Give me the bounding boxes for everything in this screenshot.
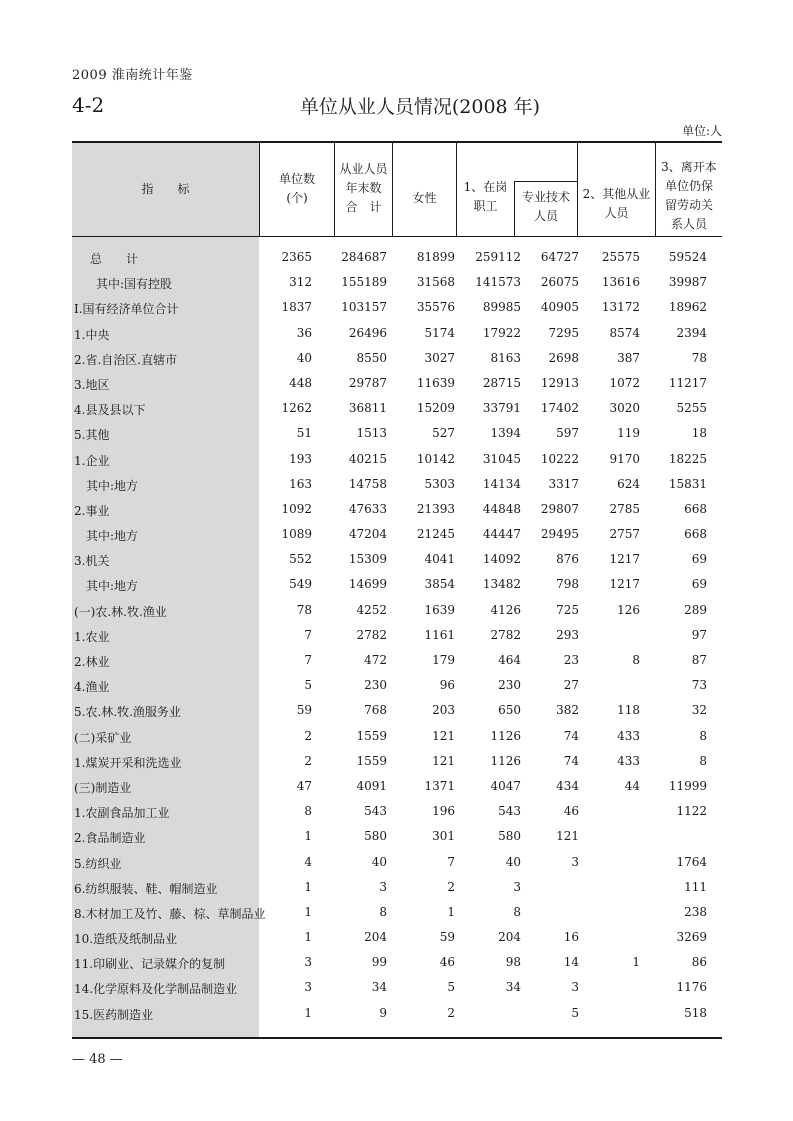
row-label: (一)农.林.牧.渔业: [74, 604, 167, 619]
row-value: 1: [632, 955, 640, 970]
row-value: 121: [432, 753, 455, 768]
row-value: 27: [563, 678, 579, 693]
row-value: 121: [556, 829, 579, 844]
row-value: 387: [617, 350, 640, 365]
table-row: [72, 751, 722, 776]
row-label: 4.渔业: [74, 680, 110, 695]
row-label: 2.事业: [74, 503, 110, 518]
row-value: 312: [289, 275, 312, 290]
row-value: 1161: [424, 627, 455, 642]
table-bottom-rule: [72, 1037, 722, 1039]
row-label: 5.其他: [74, 428, 110, 443]
row-value: 73: [691, 678, 707, 693]
table-row: [72, 977, 722, 1002]
row-value: 29787: [348, 375, 387, 390]
row-value: 47: [296, 778, 312, 793]
table-row: [72, 600, 722, 625]
row-value: 78: [296, 602, 312, 617]
row-value: 29495: [540, 527, 579, 542]
row-value: 1394: [490, 426, 521, 441]
row-value: 1: [304, 829, 312, 844]
row-value: 126: [617, 602, 640, 617]
table-number: 4-2: [72, 93, 105, 117]
row-value: 17922: [482, 325, 521, 340]
row-value: 11639: [416, 375, 455, 390]
row-label: 1.煤炭开采和洗选业: [74, 755, 182, 770]
header-other: 2、其他从业 人员: [582, 187, 651, 220]
row-label: 其中:地方: [86, 529, 139, 544]
row-value: 31045: [482, 451, 521, 466]
header-professional: 专业技术 人员: [521, 190, 570, 223]
header-retained: 3、离开本 单位仍保 留劳动关 系人员: [661, 160, 717, 231]
row-value: 433: [617, 728, 640, 743]
row-value: 14092: [482, 552, 521, 567]
row-value: 2: [447, 1005, 455, 1020]
row-value: 119: [617, 426, 640, 441]
row-value: 876: [556, 552, 579, 567]
row-value: 87: [691, 653, 707, 667]
table-row: [72, 474, 722, 499]
row-value: 549: [289, 577, 312, 592]
row-value: 1764: [676, 854, 707, 869]
table-row: [72, 726, 722, 751]
header-employees-total: 从业人员 年末数 合 计: [339, 162, 388, 214]
table-row: [72, 650, 722, 675]
row-label: 1.农副食品加工业: [74, 806, 170, 821]
row-label: 14.化学原料及化学制品制造业: [74, 982, 238, 997]
row-value: 4252: [356, 602, 387, 617]
table-row: [72, 852, 722, 877]
row-value: 543: [498, 804, 521, 819]
running-head: 2009 淮南统计年鉴: [72, 68, 193, 83]
row-label: 5.纺织业: [74, 856, 122, 871]
row-label: 6.纺织服装、鞋、帽制造业: [74, 881, 218, 896]
row-value: 15209: [416, 401, 455, 416]
row-value: 293: [556, 627, 579, 642]
row-value: 33791: [482, 401, 521, 416]
row-value: 2757: [609, 527, 640, 542]
header-female: 女性: [412, 191, 437, 205]
row-label: 2.林业: [74, 655, 110, 669]
header-indicator: 指 标: [141, 182, 190, 196]
table-row: [72, 952, 722, 977]
row-value: 527: [432, 426, 455, 441]
row-value: 7: [447, 854, 455, 869]
row-label: 8.木材加工及竹、藤、棕、草制品业: [74, 906, 266, 921]
row-value: 5: [571, 1005, 579, 1020]
row-value: 238: [684, 904, 707, 919]
row-value: 59524: [668, 250, 707, 264]
row-value: 1: [304, 930, 312, 945]
row-value: 59: [439, 930, 455, 945]
row-value: 163: [289, 476, 312, 491]
row-value: 46: [439, 955, 455, 970]
row-value: 8: [513, 904, 521, 919]
row-value: 7295: [548, 325, 579, 340]
row-value: 26075: [540, 275, 579, 290]
row-label: 10.造纸及纸制品业: [74, 932, 178, 947]
row-value: 382: [556, 703, 579, 718]
row-value: 14758: [348, 476, 387, 491]
table-row: [72, 776, 722, 801]
row-value: 35576: [416, 300, 455, 315]
row-value: 14: [563, 955, 579, 970]
row-value: 1176: [676, 980, 707, 995]
row-value: 1559: [356, 728, 387, 743]
row-value: 472: [364, 653, 387, 667]
row-value: 111: [684, 879, 707, 894]
row-value: 11217: [668, 375, 707, 390]
row-value: 580: [364, 829, 387, 844]
row-label: 15.医药制造业: [74, 1007, 154, 1022]
table-row: [72, 902, 722, 927]
row-value: 13616: [601, 275, 640, 290]
row-value: 81899: [416, 250, 455, 264]
row-value: 59: [296, 703, 312, 718]
row-value: 3854: [424, 577, 455, 592]
row-value: 13482: [482, 577, 521, 592]
row-value: 3: [513, 879, 521, 894]
row-value: 46: [563, 804, 579, 819]
row-value: 40: [371, 854, 387, 869]
row-value: 3: [571, 854, 579, 869]
row-value: 1092: [281, 501, 312, 516]
row-value: 12913: [540, 375, 579, 390]
row-label: 2.食品制造业: [74, 831, 146, 846]
row-value: 47633: [348, 501, 387, 516]
row-value: 69: [691, 552, 707, 567]
row-value: 3317: [548, 476, 579, 491]
row-label: 4.县及县以下: [74, 403, 146, 418]
row-value: 301: [432, 829, 455, 844]
row-value: 284687: [341, 250, 387, 264]
row-label: 2.省.自治区.直辖市: [74, 352, 178, 367]
row-value: 1639: [424, 602, 455, 617]
row-value: 1126: [490, 753, 521, 768]
row-value: 3020: [609, 401, 640, 416]
row-value: 1217: [609, 552, 640, 567]
row-value: 3: [304, 980, 312, 995]
row-value: 18: [691, 426, 707, 441]
row-label: 其中:地方: [86, 579, 139, 594]
row-label: (三)制造业: [74, 780, 132, 795]
unit-note: 单位:人: [681, 124, 722, 138]
table-top-rule: [72, 141, 722, 143]
table-row: [72, 675, 722, 700]
header-on-post: 1、在岗 职工: [463, 180, 508, 213]
row-value: 2: [304, 753, 312, 768]
table-row: [72, 700, 722, 725]
table-row: [72, 826, 722, 851]
row-value: 64727: [540, 250, 579, 264]
row-value: 5303: [424, 476, 455, 491]
row-value: 9170: [609, 451, 640, 466]
row-value: 25575: [601, 250, 640, 264]
row-value: 8163: [490, 350, 521, 365]
row-value: 36: [296, 325, 312, 340]
row-value: 4126: [490, 602, 521, 617]
row-value: 36811: [348, 401, 387, 416]
row-value: 448: [289, 375, 312, 390]
row-value: 3: [571, 980, 579, 995]
row-value: 179: [432, 653, 455, 667]
row-value: 1089: [281, 527, 312, 542]
row-value: 69: [691, 577, 707, 592]
row-value: 204: [364, 930, 387, 945]
row-value: 21393: [416, 501, 455, 516]
row-value: 32: [691, 703, 707, 718]
row-value: 10142: [416, 451, 455, 466]
row-value: 2: [304, 728, 312, 743]
row-value: 2785: [609, 501, 640, 516]
row-value: 103157: [341, 300, 387, 315]
row-value: 28715: [482, 375, 521, 390]
row-value: 34: [505, 980, 521, 995]
row-value: 8550: [356, 350, 387, 365]
row-value: 8: [304, 804, 312, 819]
row-value: 2782: [490, 627, 521, 642]
row-value: 18962: [668, 300, 707, 315]
table-row: [72, 323, 722, 348]
table-row: [72, 247, 722, 272]
row-value: 2365: [281, 250, 312, 264]
row-value: 193: [289, 451, 312, 466]
row-value: 464: [498, 653, 521, 667]
row-value: 203: [432, 703, 455, 718]
row-value: 31568: [416, 275, 455, 290]
row-label: 其中:地方: [86, 478, 139, 493]
row-value: 650: [498, 703, 521, 718]
table-row: [72, 549, 722, 574]
row-value: 5174: [424, 325, 455, 340]
row-value: 8: [632, 653, 640, 667]
table-row: [72, 524, 722, 549]
row-label: 11.印刷业、记录媒介的复制: [74, 957, 226, 972]
row-label: 其中:国有控股: [96, 277, 173, 292]
row-value: 89985: [482, 300, 521, 315]
row-value: 768: [364, 703, 387, 718]
row-value: 1122: [676, 804, 707, 819]
row-value: 97: [691, 627, 707, 642]
row-value: 1837: [281, 300, 312, 315]
row-value: 3: [304, 955, 312, 970]
row-value: 96: [439, 678, 455, 693]
row-value: 725: [556, 602, 579, 617]
row-value: 2: [447, 879, 455, 894]
row-label: (二)采矿业: [74, 730, 132, 745]
row-value: 580: [498, 829, 521, 844]
row-value: 204: [498, 930, 521, 945]
table-body: [72, 247, 722, 1028]
row-value: 8574: [609, 325, 640, 340]
row-value: 798: [556, 577, 579, 592]
row-value: 40905: [540, 300, 579, 315]
row-value: 4: [304, 854, 312, 869]
row-value: 8: [379, 904, 387, 919]
table-row: [72, 348, 722, 373]
row-value: 34: [371, 980, 387, 995]
row-value: 2698: [548, 350, 579, 365]
row-value: 47204: [348, 527, 387, 542]
row-value: 121: [432, 728, 455, 743]
row-value: 10222: [540, 451, 579, 466]
table-row: [72, 373, 722, 398]
row-value: 434: [556, 778, 579, 793]
row-label: 3.地区: [74, 377, 110, 392]
table-row: [72, 574, 722, 599]
page-number: — 48 —: [72, 1052, 123, 1067]
row-value: 17402: [540, 401, 579, 416]
row-value: 4041: [424, 552, 455, 567]
row-value: 44447: [482, 527, 521, 542]
row-value: 3269: [676, 930, 707, 945]
row-value: 15831: [668, 476, 707, 491]
row-value: 7: [304, 653, 312, 667]
row-value: 2394: [676, 325, 707, 340]
row-value: 39987: [668, 275, 707, 290]
row-value: 99: [371, 955, 387, 970]
row-value: 8: [699, 728, 707, 743]
row-value: 44848: [482, 501, 521, 516]
row-value: 3: [379, 879, 387, 894]
row-value: 118: [617, 703, 640, 718]
header-units-count: 单位数 (个): [278, 172, 315, 205]
table-row: [72, 877, 722, 902]
table-header-rule: [72, 236, 722, 237]
row-value: 23: [563, 653, 579, 667]
row-value: 13172: [601, 300, 640, 315]
table-row: [72, 625, 722, 650]
row-value: 2782: [356, 627, 387, 642]
row-value: 230: [364, 678, 387, 693]
row-value: 74: [563, 728, 579, 743]
row-value: 668: [684, 501, 707, 516]
row-value: 1: [304, 879, 312, 894]
row-value: 196: [432, 804, 455, 819]
row-label: I.国有经济单位合计: [74, 302, 179, 317]
row-value: 21245: [416, 527, 455, 542]
table-row: [72, 423, 722, 448]
row-value: 1072: [609, 375, 640, 390]
row-value: 8: [699, 753, 707, 768]
row-value: 74: [563, 753, 579, 768]
row-value: 597: [556, 426, 579, 441]
row-value: 5: [447, 980, 455, 995]
row-value: 230: [498, 678, 521, 693]
row-value: 11999: [668, 778, 707, 793]
table-row: [72, 801, 722, 826]
row-value: 29807: [540, 501, 579, 516]
row-value: 98: [505, 955, 521, 970]
row-value: 5255: [676, 401, 707, 416]
row-value: 552: [289, 552, 312, 567]
table-row: [72, 1003, 722, 1028]
row-value: 433: [617, 753, 640, 768]
row-value: 1371: [424, 778, 455, 793]
table-row: [72, 272, 722, 297]
row-label: 5.农.林.牧.渔服务业: [74, 705, 181, 720]
row-value: 624: [617, 476, 640, 491]
row-value: 16: [563, 930, 579, 945]
row-value: 40: [296, 350, 312, 365]
row-value: 155189: [341, 275, 387, 290]
row-value: 14134: [482, 476, 521, 491]
row-value: 668: [684, 527, 707, 542]
row-value: 7: [304, 627, 312, 642]
row-value: 518: [684, 1005, 707, 1020]
row-value: 40: [505, 854, 521, 869]
table-row: [72, 297, 722, 322]
row-value: 543: [364, 804, 387, 819]
row-value: 1513: [356, 426, 387, 441]
row-value: 1262: [281, 401, 312, 416]
row-value: 1: [447, 904, 455, 919]
row-value: 1: [304, 904, 312, 919]
row-value: 4091: [356, 778, 387, 793]
table-row: [72, 398, 722, 423]
row-value: 141573: [475, 275, 521, 290]
row-value: 9: [379, 1005, 387, 1020]
row-value: 1559: [356, 753, 387, 768]
table-title: 单位从业人员情况(2008 年): [299, 96, 541, 118]
table-row: [72, 449, 722, 474]
row-value: 86: [691, 955, 707, 970]
row-value: 40215: [348, 451, 387, 466]
row-label: 1.农业: [74, 629, 110, 644]
table-row: [72, 927, 722, 952]
table-row: [72, 499, 722, 524]
row-value: 14699: [348, 577, 387, 592]
row-value: 259112: [475, 250, 521, 264]
row-value: 4047: [490, 778, 521, 793]
row-value: 3027: [424, 350, 455, 365]
row-value: 78: [691, 350, 707, 365]
row-value: 51: [296, 426, 312, 441]
row-label: 3.机关: [74, 554, 110, 569]
row-value: 1217: [609, 577, 640, 592]
row-value: 18225: [668, 451, 707, 466]
header-sub-rule: [514, 181, 577, 182]
row-value: 289: [684, 602, 707, 617]
row-value: 44: [624, 778, 640, 793]
row-value: 15309: [348, 552, 387, 567]
row-value: 1126: [490, 728, 521, 743]
row-value: 26496: [348, 325, 387, 340]
row-label: 1.企业: [74, 453, 110, 468]
row-label: 总计: [90, 252, 163, 266]
row-value: 1: [304, 1005, 312, 1020]
row-value: 5: [304, 678, 312, 693]
row-label: 1.中央: [74, 327, 110, 342]
